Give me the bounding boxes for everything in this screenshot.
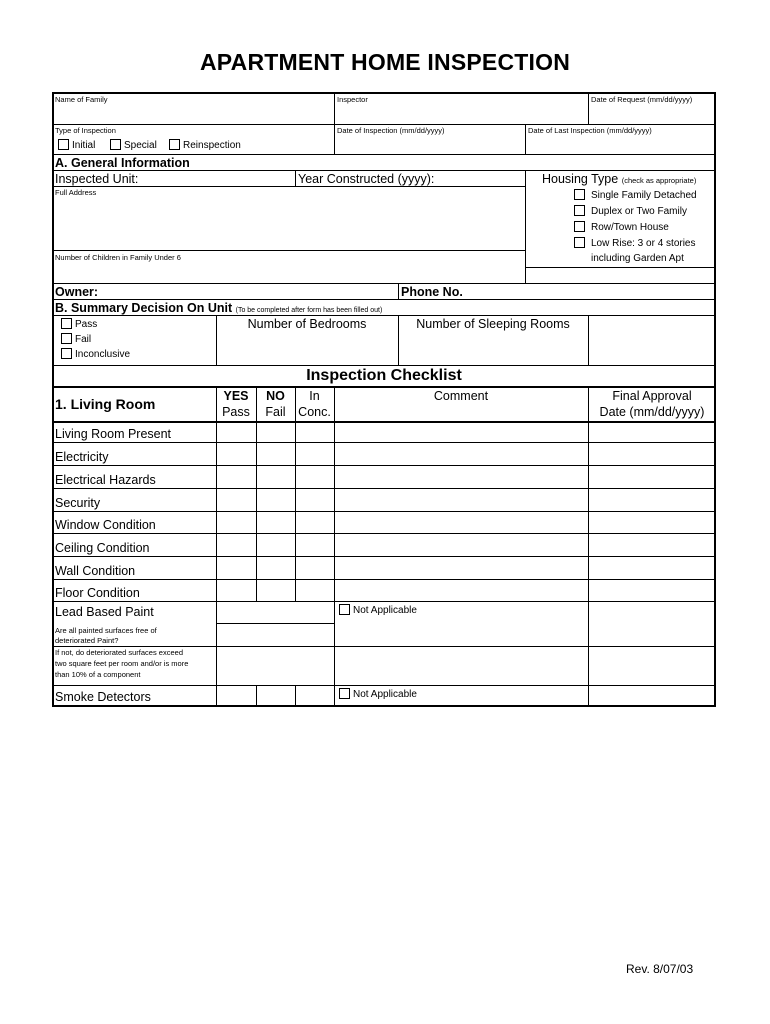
garden-apt-label: including Garden Apt — [591, 253, 684, 264]
smoke-not-applicable-label: Not Applicable — [353, 689, 417, 700]
divider — [52, 154, 716, 155]
col-yes: YES — [223, 389, 249, 403]
summary-heading — [55, 302, 382, 315]
divider — [52, 646, 716, 647]
checklist-heading: Inspection Checklist — [306, 367, 462, 384]
divider — [256, 685, 257, 707]
checkbox-special[interactable] — [110, 139, 121, 150]
divider — [52, 170, 716, 171]
low-rise-label: Low Rise: 3 or 4 stories — [591, 238, 696, 249]
divider — [52, 533, 716, 534]
inspector-field[interactable]: Inspector — [337, 95, 368, 104]
general-information-heading: A. General Information — [55, 156, 190, 170]
full-address-field[interactable]: Full Address — [55, 188, 97, 197]
row-smoke-detectors: Smoke Detectors — [55, 690, 151, 704]
divider — [295, 387, 296, 601]
summary-title: B. Summary Decision On Unit — [55, 301, 233, 315]
divider — [334, 387, 335, 707]
col-in: In — [309, 389, 320, 403]
checkbox-single-family[interactable] — [574, 189, 585, 200]
checkbox-lead-not-applicable[interactable] — [339, 604, 350, 615]
row-ceiling-condition: Ceiling Condition — [55, 541, 150, 555]
divider — [334, 92, 335, 154]
bedrooms-label: Number of Bedrooms — [247, 317, 367, 331]
row-floor-condition: Floor Condition — [55, 586, 140, 600]
lead-question-2-line-1: If not, do deteriorated surfaces exceed — [55, 648, 183, 657]
row-wall-condition: Wall Condition — [55, 564, 136, 578]
fail-label: Fail — [75, 334, 92, 345]
divider — [52, 315, 716, 316]
divider — [52, 488, 716, 489]
checkbox-pass[interactable] — [61, 318, 72, 329]
divider — [52, 386, 716, 388]
divider — [52, 465, 716, 466]
housing-type-title: Housing Type — [542, 172, 619, 186]
name-of-family-field[interactable]: Name of Family — [55, 95, 108, 104]
divider — [52, 511, 716, 512]
divider — [52, 601, 716, 602]
col-final-approval: Final Approval — [612, 389, 692, 403]
checkbox-duplex[interactable] — [574, 205, 585, 216]
lead-not-applicable-label: Not Applicable — [353, 605, 417, 616]
divider — [588, 315, 589, 365]
col-date: Date (mm/dd/yyyy) — [599, 405, 705, 419]
checkbox-fail[interactable] — [61, 333, 72, 344]
col-pass: Pass — [222, 405, 250, 419]
divider — [52, 685, 716, 686]
divider — [52, 250, 526, 251]
row-window-condition: Window Condition — [55, 518, 156, 532]
special-label: Special — [124, 140, 157, 151]
checkbox-smoke-not-applicable[interactable] — [339, 688, 350, 699]
row-electrical-hazards: Electrical Hazards — [55, 473, 156, 487]
col-comment: Comment — [433, 389, 489, 403]
divider — [588, 92, 589, 124]
type-of-inspection-label: Type of Inspection — [55, 126, 116, 135]
summary-note: (To be completed after form has been filled out) — [235, 307, 383, 314]
single-family-label: Single Family Detached — [591, 190, 697, 201]
owner-field[interactable]: Owner: — [55, 285, 99, 299]
row-lead-based-paint: Lead Based Paint — [55, 605, 154, 619]
lead-question-2-line-2: two square feet per room and/or is more — [55, 659, 189, 668]
col-fail: Fail — [265, 405, 286, 419]
divider — [295, 685, 296, 707]
children-under-6-field[interactable]: Number of Children in Family Under 6 — [55, 253, 181, 262]
inspected-unit-label: Inspected Unit: — [55, 172, 139, 186]
divider — [52, 365, 716, 366]
divider — [52, 299, 716, 300]
divider — [216, 623, 335, 624]
duplex-label: Duplex or Two Family — [591, 206, 687, 217]
row-electricity: Electricity — [55, 450, 109, 464]
divider — [52, 283, 716, 284]
reinspection-label: Reinspection — [183, 140, 241, 151]
row-living-room-present: Living Room Present — [55, 427, 172, 441]
inconclusive-label: Inconclusive — [75, 349, 131, 360]
divider — [52, 421, 716, 423]
divider — [52, 124, 716, 125]
checkbox-inconclusive[interactable] — [61, 348, 72, 359]
col-conc: Conc. — [298, 405, 331, 419]
housing-type-label — [542, 173, 696, 186]
date-of-request-field[interactable]: Date of Request (mm/dd/yyyy) — [591, 95, 693, 104]
pass-label: Pass — [75, 319, 98, 330]
divider — [525, 267, 716, 268]
divider — [256, 387, 257, 601]
divider — [216, 387, 217, 707]
phone-field[interactable]: Phone No. — [401, 285, 463, 299]
initial-label: Initial — [72, 140, 96, 151]
housing-type-note: (check as appropriate) — [621, 176, 697, 185]
living-room-section-title: 1. Living Room — [55, 396, 156, 412]
lead-question-2-line-3: than 10% of a component — [55, 670, 141, 679]
row-security: Security — [55, 496, 101, 510]
divider — [588, 387, 589, 707]
date-of-last-inspection-field[interactable]: Date of Last Inspection (mm/dd/yyyy) — [528, 126, 652, 135]
divider — [52, 556, 716, 557]
page-title: APARTMENT HOME INSPECTION — [199, 49, 571, 75]
divider — [398, 283, 399, 299]
sleeping-rooms-label: Number of Sleeping Rooms — [416, 317, 570, 331]
revision-label: Rev. 8/07/03 — [626, 962, 694, 976]
lead-question-1-line-1: Are all painted surfaces free of — [55, 626, 157, 635]
lead-question-1-line-2: deteriorated Paint? — [55, 636, 119, 645]
divider — [52, 579, 716, 580]
checkbox-low-rise[interactable] — [574, 237, 585, 248]
checkbox-initial[interactable] — [58, 139, 69, 150]
divider — [52, 442, 716, 443]
year-constructed-label: Year Constructed (yyyy): — [298, 172, 435, 186]
col-no: NO — [266, 389, 285, 403]
divider — [295, 170, 296, 186]
checkbox-reinspection[interactable] — [169, 139, 180, 150]
divider — [525, 124, 526, 154]
row-town-house-label: Row/Town House — [591, 222, 669, 233]
date-of-inspection-field[interactable]: Date of Inspection (mm/dd/yyyy) — [337, 126, 445, 135]
divider — [52, 186, 526, 187]
checkbox-row-town-house[interactable] — [574, 221, 585, 232]
